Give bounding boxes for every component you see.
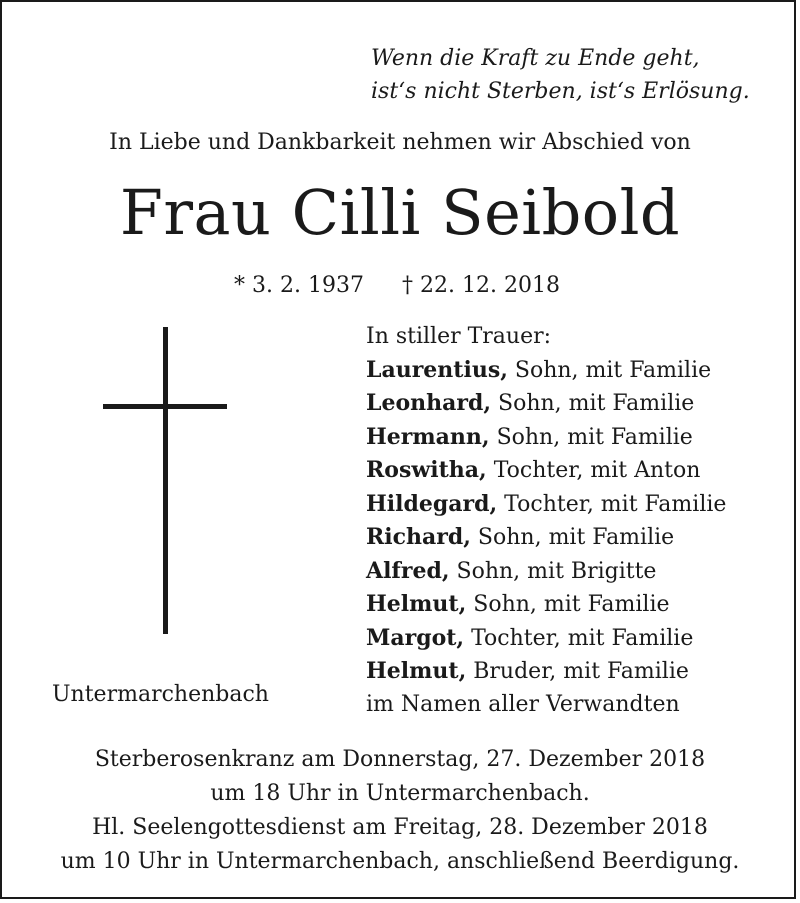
- mourner-relation: Sohn, mit Familie: [498, 391, 695, 416]
- mourner-name: Roswitha,: [366, 457, 487, 483]
- mourner-name: Laurentius,: [366, 356, 508, 383]
- mourners-heading: In stiller Trauer:: [366, 324, 552, 349]
- service-line-1: Sterberosenkranz am Donnerstag, 27. Dezember 2018: [94, 747, 706, 772]
- mourner-relation: Sohn, mit Familie: [514, 357, 712, 383]
- intro-text: In Liebe und Dankbarkeit nehmen wir Abschied von: [109, 130, 691, 155]
- mourner-relation: Sohn, mit Brigitte: [456, 558, 657, 584]
- mourner-name: Leonhard,: [366, 390, 492, 416]
- mourner-name: Richard,: [366, 524, 471, 550]
- mourner-name: Hildegard,: [366, 490, 498, 517]
- death-date: † 22. 12. 2018: [402, 273, 560, 298]
- mourner-name: Helmut,: [366, 658, 467, 684]
- cross-vertical-bar: [163, 327, 168, 634]
- mourner-entry: [366, 387, 726, 421]
- deceased-name: Frau Cilli Seibold: [119, 176, 681, 249]
- service-line-3: Hl. Seelengottesdienst am Freitag, 28. Dezember 2018: [92, 815, 708, 840]
- mourner-relation: Tochter, mit Anton: [493, 458, 701, 483]
- mourner-relation: Sohn, mit Familie: [473, 592, 670, 617]
- motto-line-2: ist‘s nicht Sterben, ist‘s Erlösung.: [371, 79, 750, 104]
- mourner-entry: [366, 555, 726, 589]
- mourners-list: [366, 321, 726, 721]
- mourner-name: Alfred,: [366, 557, 450, 584]
- mourners-closing: im Namen aller Verwandten: [366, 691, 680, 717]
- service-line-2: um 18 Uhr in Untermarchenbach.: [210, 781, 590, 806]
- life-dates: [234, 270, 560, 302]
- birth-date: * 3. 2. 1937: [234, 273, 364, 298]
- mourner-entry: [366, 454, 726, 488]
- service-details: [2, 743, 798, 879]
- mourner-entry: [366, 521, 726, 555]
- mourner-relation: Tochter, mit Familie: [471, 625, 694, 651]
- motto-line-1: Wenn die Kraft zu Ende geht,: [371, 46, 700, 71]
- mourner-entry: [366, 588, 726, 622]
- mourner-entry: [366, 354, 726, 388]
- mourner-relation: Tochter, mit Familie: [504, 491, 727, 517]
- mourner-entry: [366, 488, 726, 522]
- place-name: Untermarchenbach: [52, 682, 269, 707]
- mourner-entry: [366, 655, 726, 689]
- mourner-relation: Sohn, mit Familie: [477, 525, 675, 550]
- cross-horizontal-bar: [103, 404, 227, 409]
- mourner-name: Margot,: [366, 624, 465, 651]
- mourner-entry: [366, 421, 726, 455]
- mourner-name: Hermann,: [366, 423, 490, 450]
- motto-quote: [371, 42, 750, 108]
- mourner-relation: Bruder, mit Familie: [473, 659, 689, 684]
- mourner-entry: [366, 622, 726, 656]
- mourner-name: Helmut,: [366, 591, 467, 617]
- service-line-4: um 10 Uhr in Untermarchenbach, anschließend Beerdigung.: [60, 849, 740, 874]
- mourner-relation: Sohn, mit Familie: [496, 424, 693, 450]
